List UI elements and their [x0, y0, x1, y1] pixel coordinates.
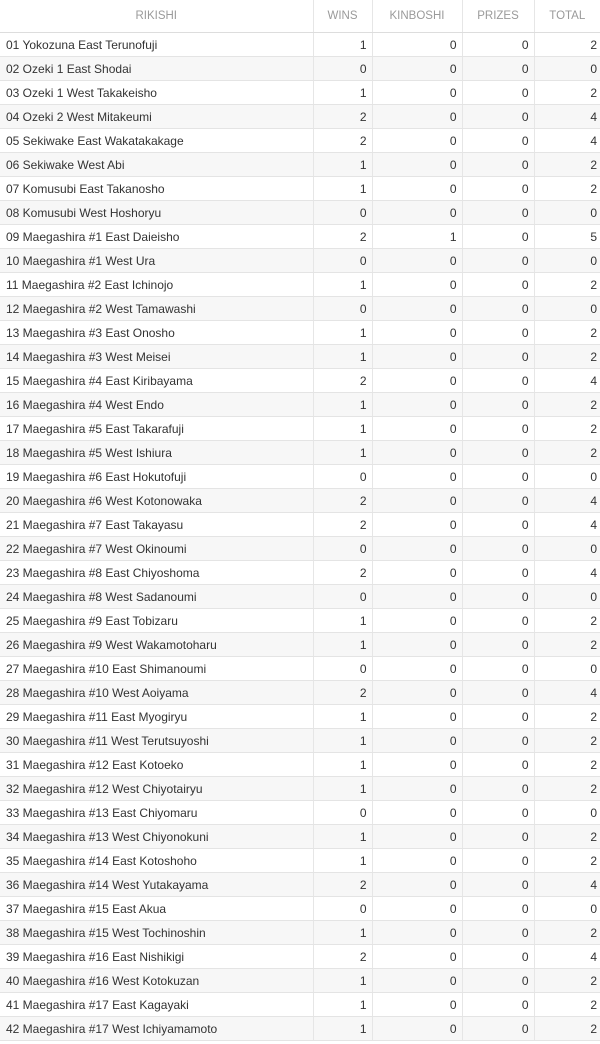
cell-total: 2 — [534, 969, 600, 993]
cell-wins: 0 — [313, 465, 372, 489]
cell-kinboshi: 0 — [372, 297, 462, 321]
cell-wins: 2 — [313, 369, 372, 393]
cell-prizes: 0 — [462, 777, 534, 801]
cell-wins: 1 — [313, 417, 372, 441]
cell-total: 2 — [534, 825, 600, 849]
table-row — [0, 777, 600, 801]
cell-prizes: 0 — [462, 801, 534, 825]
cell-prizes: 0 — [462, 81, 534, 105]
cell-wins: 0 — [313, 585, 372, 609]
cell-kinboshi: 0 — [372, 681, 462, 705]
cell-total: 2 — [534, 393, 600, 417]
cell-total: 2 — [534, 921, 600, 945]
cell-rikishi: 10 Maegashira #1 West Ura — [0, 249, 313, 273]
cell-rikishi: 28 Maegashira #10 West Aoiyama — [0, 681, 313, 705]
cell-wins: 2 — [313, 681, 372, 705]
table-row — [0, 489, 600, 513]
cell-total: 2 — [534, 705, 600, 729]
cell-prizes: 0 — [462, 249, 534, 273]
cell-wins: 0 — [313, 801, 372, 825]
cell-rikishi: 02 Ozeki 1 East Shodai — [0, 57, 313, 81]
cell-wins: 1 — [313, 753, 372, 777]
table-row — [0, 609, 600, 633]
cell-rikishi: 23 Maegashira #8 East Chiyoshoma — [0, 561, 313, 585]
cell-prizes: 0 — [462, 729, 534, 753]
cell-prizes: 0 — [462, 513, 534, 537]
table-row — [0, 57, 600, 81]
cell-wins: 1 — [313, 33, 372, 57]
table-row — [0, 369, 600, 393]
cell-kinboshi: 0 — [372, 585, 462, 609]
cell-prizes: 0 — [462, 657, 534, 681]
cell-rikishi: 01 Yokozuna East Terunofuji — [0, 33, 313, 57]
cell-wins: 1 — [313, 81, 372, 105]
cell-prizes: 0 — [462, 153, 534, 177]
cell-kinboshi: 0 — [372, 273, 462, 297]
cell-prizes: 0 — [462, 561, 534, 585]
cell-rikishi: 17 Maegashira #5 East Takarafuji — [0, 417, 313, 441]
cell-prizes: 0 — [462, 225, 534, 249]
cell-wins: 1 — [313, 633, 372, 657]
cell-total: 0 — [534, 801, 600, 825]
cell-prizes: 0 — [462, 201, 534, 225]
cell-kinboshi: 0 — [372, 537, 462, 561]
cell-total: 2 — [534, 441, 600, 465]
table-row — [0, 825, 600, 849]
cell-wins: 2 — [313, 489, 372, 513]
cell-kinboshi: 0 — [372, 657, 462, 681]
cell-rikishi: 29 Maegashira #11 East Myogiryu — [0, 705, 313, 729]
column-header-rikishi[interactable]: RIKISHI — [0, 0, 313, 33]
cell-prizes: 0 — [462, 321, 534, 345]
cell-rikishi: 39 Maegashira #16 East Nishikigi — [0, 945, 313, 969]
cell-kinboshi: 0 — [372, 921, 462, 945]
cell-total: 2 — [534, 753, 600, 777]
cell-total: 4 — [534, 369, 600, 393]
cell-prizes: 0 — [462, 1017, 534, 1041]
table-row — [0, 969, 600, 993]
column-header-total[interactable]: TOTAL — [534, 0, 600, 33]
cell-total: 2 — [534, 153, 600, 177]
cell-prizes: 0 — [462, 177, 534, 201]
cell-rikishi: 36 Maegashira #14 West Yutakayama — [0, 873, 313, 897]
table-row — [0, 465, 600, 489]
cell-prizes: 0 — [462, 105, 534, 129]
cell-kinboshi: 1 — [372, 225, 462, 249]
table-row — [0, 1017, 600, 1041]
cell-rikishi: 09 Maegashira #1 East Daieisho — [0, 225, 313, 249]
cell-total: 4 — [534, 513, 600, 537]
cell-wins: 2 — [313, 873, 372, 897]
cell-prizes: 0 — [462, 489, 534, 513]
cell-kinboshi: 0 — [372, 873, 462, 897]
cell-total: 0 — [534, 585, 600, 609]
cell-kinboshi: 0 — [372, 993, 462, 1017]
cell-total: 0 — [534, 465, 600, 489]
cell-wins: 0 — [313, 249, 372, 273]
cell-kinboshi: 0 — [372, 153, 462, 177]
cell-rikishi: 03 Ozeki 1 West Takakeisho — [0, 81, 313, 105]
cell-kinboshi: 0 — [372, 33, 462, 57]
cell-prizes: 0 — [462, 57, 534, 81]
cell-prizes: 0 — [462, 849, 534, 873]
cell-wins: 2 — [313, 513, 372, 537]
table-row — [0, 705, 600, 729]
cell-wins: 1 — [313, 825, 372, 849]
table-row — [0, 201, 600, 225]
cell-prizes: 0 — [462, 969, 534, 993]
cell-kinboshi: 0 — [372, 705, 462, 729]
cell-total: 4 — [534, 945, 600, 969]
cell-kinboshi: 0 — [372, 801, 462, 825]
cell-kinboshi: 0 — [372, 561, 462, 585]
cell-wins: 1 — [313, 153, 372, 177]
cell-prizes: 0 — [462, 129, 534, 153]
table-row — [0, 849, 600, 873]
cell-kinboshi: 0 — [372, 513, 462, 537]
cell-wins: 1 — [313, 777, 372, 801]
cell-total: 2 — [534, 729, 600, 753]
cell-total: 2 — [534, 177, 600, 201]
table-row — [0, 801, 600, 825]
cell-total: 2 — [534, 993, 600, 1017]
cell-kinboshi: 0 — [372, 945, 462, 969]
table-row — [0, 513, 600, 537]
cell-total: 4 — [534, 129, 600, 153]
cell-prizes: 0 — [462, 681, 534, 705]
cell-prizes: 0 — [462, 825, 534, 849]
cell-total: 0 — [534, 297, 600, 321]
cell-wins: 0 — [313, 657, 372, 681]
cell-wins: 2 — [313, 561, 372, 585]
cell-prizes: 0 — [462, 297, 534, 321]
cell-kinboshi: 0 — [372, 105, 462, 129]
cell-prizes: 0 — [462, 417, 534, 441]
cell-prizes: 0 — [462, 393, 534, 417]
table-row — [0, 633, 600, 657]
cell-prizes: 0 — [462, 345, 534, 369]
cell-prizes: 0 — [462, 33, 534, 57]
cell-rikishi: 14 Maegashira #3 West Meisei — [0, 345, 313, 369]
cell-prizes: 0 — [462, 441, 534, 465]
table-row — [0, 153, 600, 177]
cell-total: 0 — [534, 57, 600, 81]
cell-kinboshi: 0 — [372, 177, 462, 201]
cell-kinboshi: 0 — [372, 369, 462, 393]
cell-prizes: 0 — [462, 585, 534, 609]
column-header-wins[interactable]: WINS — [313, 0, 372, 33]
cell-wins: 1 — [313, 273, 372, 297]
column-header-prizes[interactable]: PRIZES — [462, 0, 534, 33]
table-row — [0, 897, 600, 921]
cell-wins: 0 — [313, 57, 372, 81]
cell-kinboshi: 0 — [372, 1017, 462, 1041]
cell-total: 2 — [534, 273, 600, 297]
table-row — [0, 345, 600, 369]
cell-rikishi: 22 Maegashira #7 West Okinoumi — [0, 537, 313, 561]
cell-rikishi: 26 Maegashira #9 West Wakamotoharu — [0, 633, 313, 657]
cell-wins: 1 — [313, 921, 372, 945]
cell-kinboshi: 0 — [372, 57, 462, 81]
cell-rikishi: 05 Sekiwake East Wakatakakage — [0, 129, 313, 153]
table-row — [0, 81, 600, 105]
cell-total: 2 — [534, 33, 600, 57]
cell-total: 0 — [534, 201, 600, 225]
cell-wins: 2 — [313, 129, 372, 153]
cell-rikishi: 41 Maegashira #17 East Kagayaki — [0, 993, 313, 1017]
cell-total: 2 — [534, 321, 600, 345]
cell-kinboshi: 0 — [372, 777, 462, 801]
cell-rikishi: 35 Maegashira #14 East Kotoshoho — [0, 849, 313, 873]
cell-prizes: 0 — [462, 873, 534, 897]
cell-kinboshi: 0 — [372, 897, 462, 921]
cell-rikishi: 42 Maegashira #17 West Ichiyamamoto — [0, 1017, 313, 1041]
cell-total: 0 — [534, 657, 600, 681]
cell-rikishi: 07 Komusubi East Takanosho — [0, 177, 313, 201]
cell-rikishi: 34 Maegashira #13 West Chiyonokuni — [0, 825, 313, 849]
cell-rikishi: 20 Maegashira #6 West Kotonowaka — [0, 489, 313, 513]
cell-rikishi: 11 Maegashira #2 East Ichinojo — [0, 273, 313, 297]
table-row — [0, 225, 600, 249]
cell-rikishi: 12 Maegashira #2 West Tamawashi — [0, 297, 313, 321]
cell-total: 4 — [534, 681, 600, 705]
cell-kinboshi: 0 — [372, 441, 462, 465]
cell-wins: 1 — [313, 1017, 372, 1041]
cell-wins: 0 — [313, 297, 372, 321]
cell-prizes: 0 — [462, 537, 534, 561]
cell-rikishi: 16 Maegashira #4 West Endo — [0, 393, 313, 417]
cell-prizes: 0 — [462, 993, 534, 1017]
cell-wins: 1 — [313, 345, 372, 369]
cell-wins: 1 — [313, 849, 372, 873]
table-row — [0, 537, 600, 561]
cell-kinboshi: 0 — [372, 849, 462, 873]
cell-wins: 0 — [313, 201, 372, 225]
cell-kinboshi: 0 — [372, 633, 462, 657]
cell-rikishi: 06 Sekiwake West Abi — [0, 153, 313, 177]
cell-total: 0 — [534, 537, 600, 561]
cell-prizes: 0 — [462, 705, 534, 729]
cell-wins: 1 — [313, 969, 372, 993]
table-row — [0, 105, 600, 129]
cell-wins: 1 — [313, 177, 372, 201]
cell-wins: 1 — [313, 729, 372, 753]
cell-total: 5 — [534, 225, 600, 249]
table-row — [0, 33, 600, 57]
table-row — [0, 561, 600, 585]
cell-wins: 1 — [313, 609, 372, 633]
cell-wins: 2 — [313, 225, 372, 249]
cell-rikishi: 33 Maegashira #13 East Chiyomaru — [0, 801, 313, 825]
cell-wins: 0 — [313, 897, 372, 921]
cell-rikishi: 19 Maegashira #6 East Hokutofuji — [0, 465, 313, 489]
cell-wins: 1 — [313, 993, 372, 1017]
cell-rikishi: 32 Maegashira #12 West Chiyotairyu — [0, 777, 313, 801]
cell-rikishi: 27 Maegashira #10 East Shimanoumi — [0, 657, 313, 681]
cell-rikishi: 18 Maegashira #5 West Ishiura — [0, 441, 313, 465]
cell-kinboshi: 0 — [372, 249, 462, 273]
table-header-row — [0, 0, 600, 33]
table-row — [0, 945, 600, 969]
cell-rikishi: 04 Ozeki 2 West Mitakeumi — [0, 105, 313, 129]
cell-total: 4 — [534, 873, 600, 897]
cell-kinboshi: 0 — [372, 489, 462, 513]
table-row — [0, 249, 600, 273]
cell-rikishi: 08 Komusubi West Hoshoryu — [0, 201, 313, 225]
cell-rikishi: 25 Maegashira #9 East Tobizaru — [0, 609, 313, 633]
cell-wins: 1 — [313, 393, 372, 417]
cell-total: 0 — [534, 249, 600, 273]
table-row — [0, 297, 600, 321]
cell-total: 4 — [534, 561, 600, 585]
cell-prizes: 0 — [462, 945, 534, 969]
table-row — [0, 753, 600, 777]
table-row — [0, 729, 600, 753]
cell-rikishi: 15 Maegashira #4 East Kiribayama — [0, 369, 313, 393]
cell-rikishi: 21 Maegashira #7 East Takayasu — [0, 513, 313, 537]
table-body — [0, 33, 600, 1041]
table-row — [0, 921, 600, 945]
cell-total: 2 — [534, 345, 600, 369]
column-header-kinboshi[interactable]: KINBOSHI — [372, 0, 462, 33]
cell-wins: 1 — [313, 441, 372, 465]
table-row — [0, 177, 600, 201]
cell-total: 4 — [534, 105, 600, 129]
cell-prizes: 0 — [462, 273, 534, 297]
cell-rikishi: 24 Maegashira #8 West Sadanoumi — [0, 585, 313, 609]
cell-wins: 0 — [313, 537, 372, 561]
cell-rikishi: 30 Maegashira #11 West Terutsuyoshi — [0, 729, 313, 753]
cell-kinboshi: 0 — [372, 753, 462, 777]
cell-prizes: 0 — [462, 369, 534, 393]
cell-prizes: 0 — [462, 609, 534, 633]
table-row — [0, 129, 600, 153]
cell-total: 2 — [534, 609, 600, 633]
table-row — [0, 873, 600, 897]
cell-kinboshi: 0 — [372, 81, 462, 105]
cell-kinboshi: 0 — [372, 825, 462, 849]
cell-total: 2 — [534, 81, 600, 105]
cell-prizes: 0 — [462, 465, 534, 489]
cell-total: 4 — [534, 489, 600, 513]
cell-total: 2 — [534, 849, 600, 873]
cell-kinboshi: 0 — [372, 729, 462, 753]
cell-kinboshi: 0 — [372, 417, 462, 441]
cell-kinboshi: 0 — [372, 465, 462, 489]
table-row — [0, 417, 600, 441]
cell-rikishi: 13 Maegashira #3 East Onosho — [0, 321, 313, 345]
cell-wins: 2 — [313, 945, 372, 969]
cell-total: 2 — [534, 633, 600, 657]
cell-total: 2 — [534, 417, 600, 441]
table-row — [0, 321, 600, 345]
cell-kinboshi: 0 — [372, 201, 462, 225]
cell-prizes: 0 — [462, 921, 534, 945]
cell-rikishi: 37 Maegashira #15 East Akua — [0, 897, 313, 921]
cell-rikishi: 31 Maegashira #12 East Kotoeko — [0, 753, 313, 777]
table-row — [0, 585, 600, 609]
cell-wins: 2 — [313, 105, 372, 129]
cell-kinboshi: 0 — [372, 393, 462, 417]
cell-total: 2 — [534, 777, 600, 801]
cell-wins: 1 — [313, 321, 372, 345]
cell-prizes: 0 — [462, 753, 534, 777]
cell-kinboshi: 0 — [372, 129, 462, 153]
table-row — [0, 993, 600, 1017]
cell-total: 2 — [534, 1017, 600, 1041]
cell-kinboshi: 0 — [372, 321, 462, 345]
cell-kinboshi: 0 — [372, 969, 462, 993]
cell-kinboshi: 0 — [372, 609, 462, 633]
table-row — [0, 273, 600, 297]
cell-wins: 1 — [313, 705, 372, 729]
cell-kinboshi: 0 — [372, 345, 462, 369]
cell-total: 0 — [534, 897, 600, 921]
cell-rikishi: 40 Maegashira #16 West Kotokuzan — [0, 969, 313, 993]
cell-prizes: 0 — [462, 633, 534, 657]
table-row — [0, 441, 600, 465]
cell-prizes: 0 — [462, 897, 534, 921]
table-row — [0, 393, 600, 417]
table-row — [0, 681, 600, 705]
cell-rikishi: 38 Maegashira #15 West Tochinoshin — [0, 921, 313, 945]
table-row — [0, 657, 600, 681]
